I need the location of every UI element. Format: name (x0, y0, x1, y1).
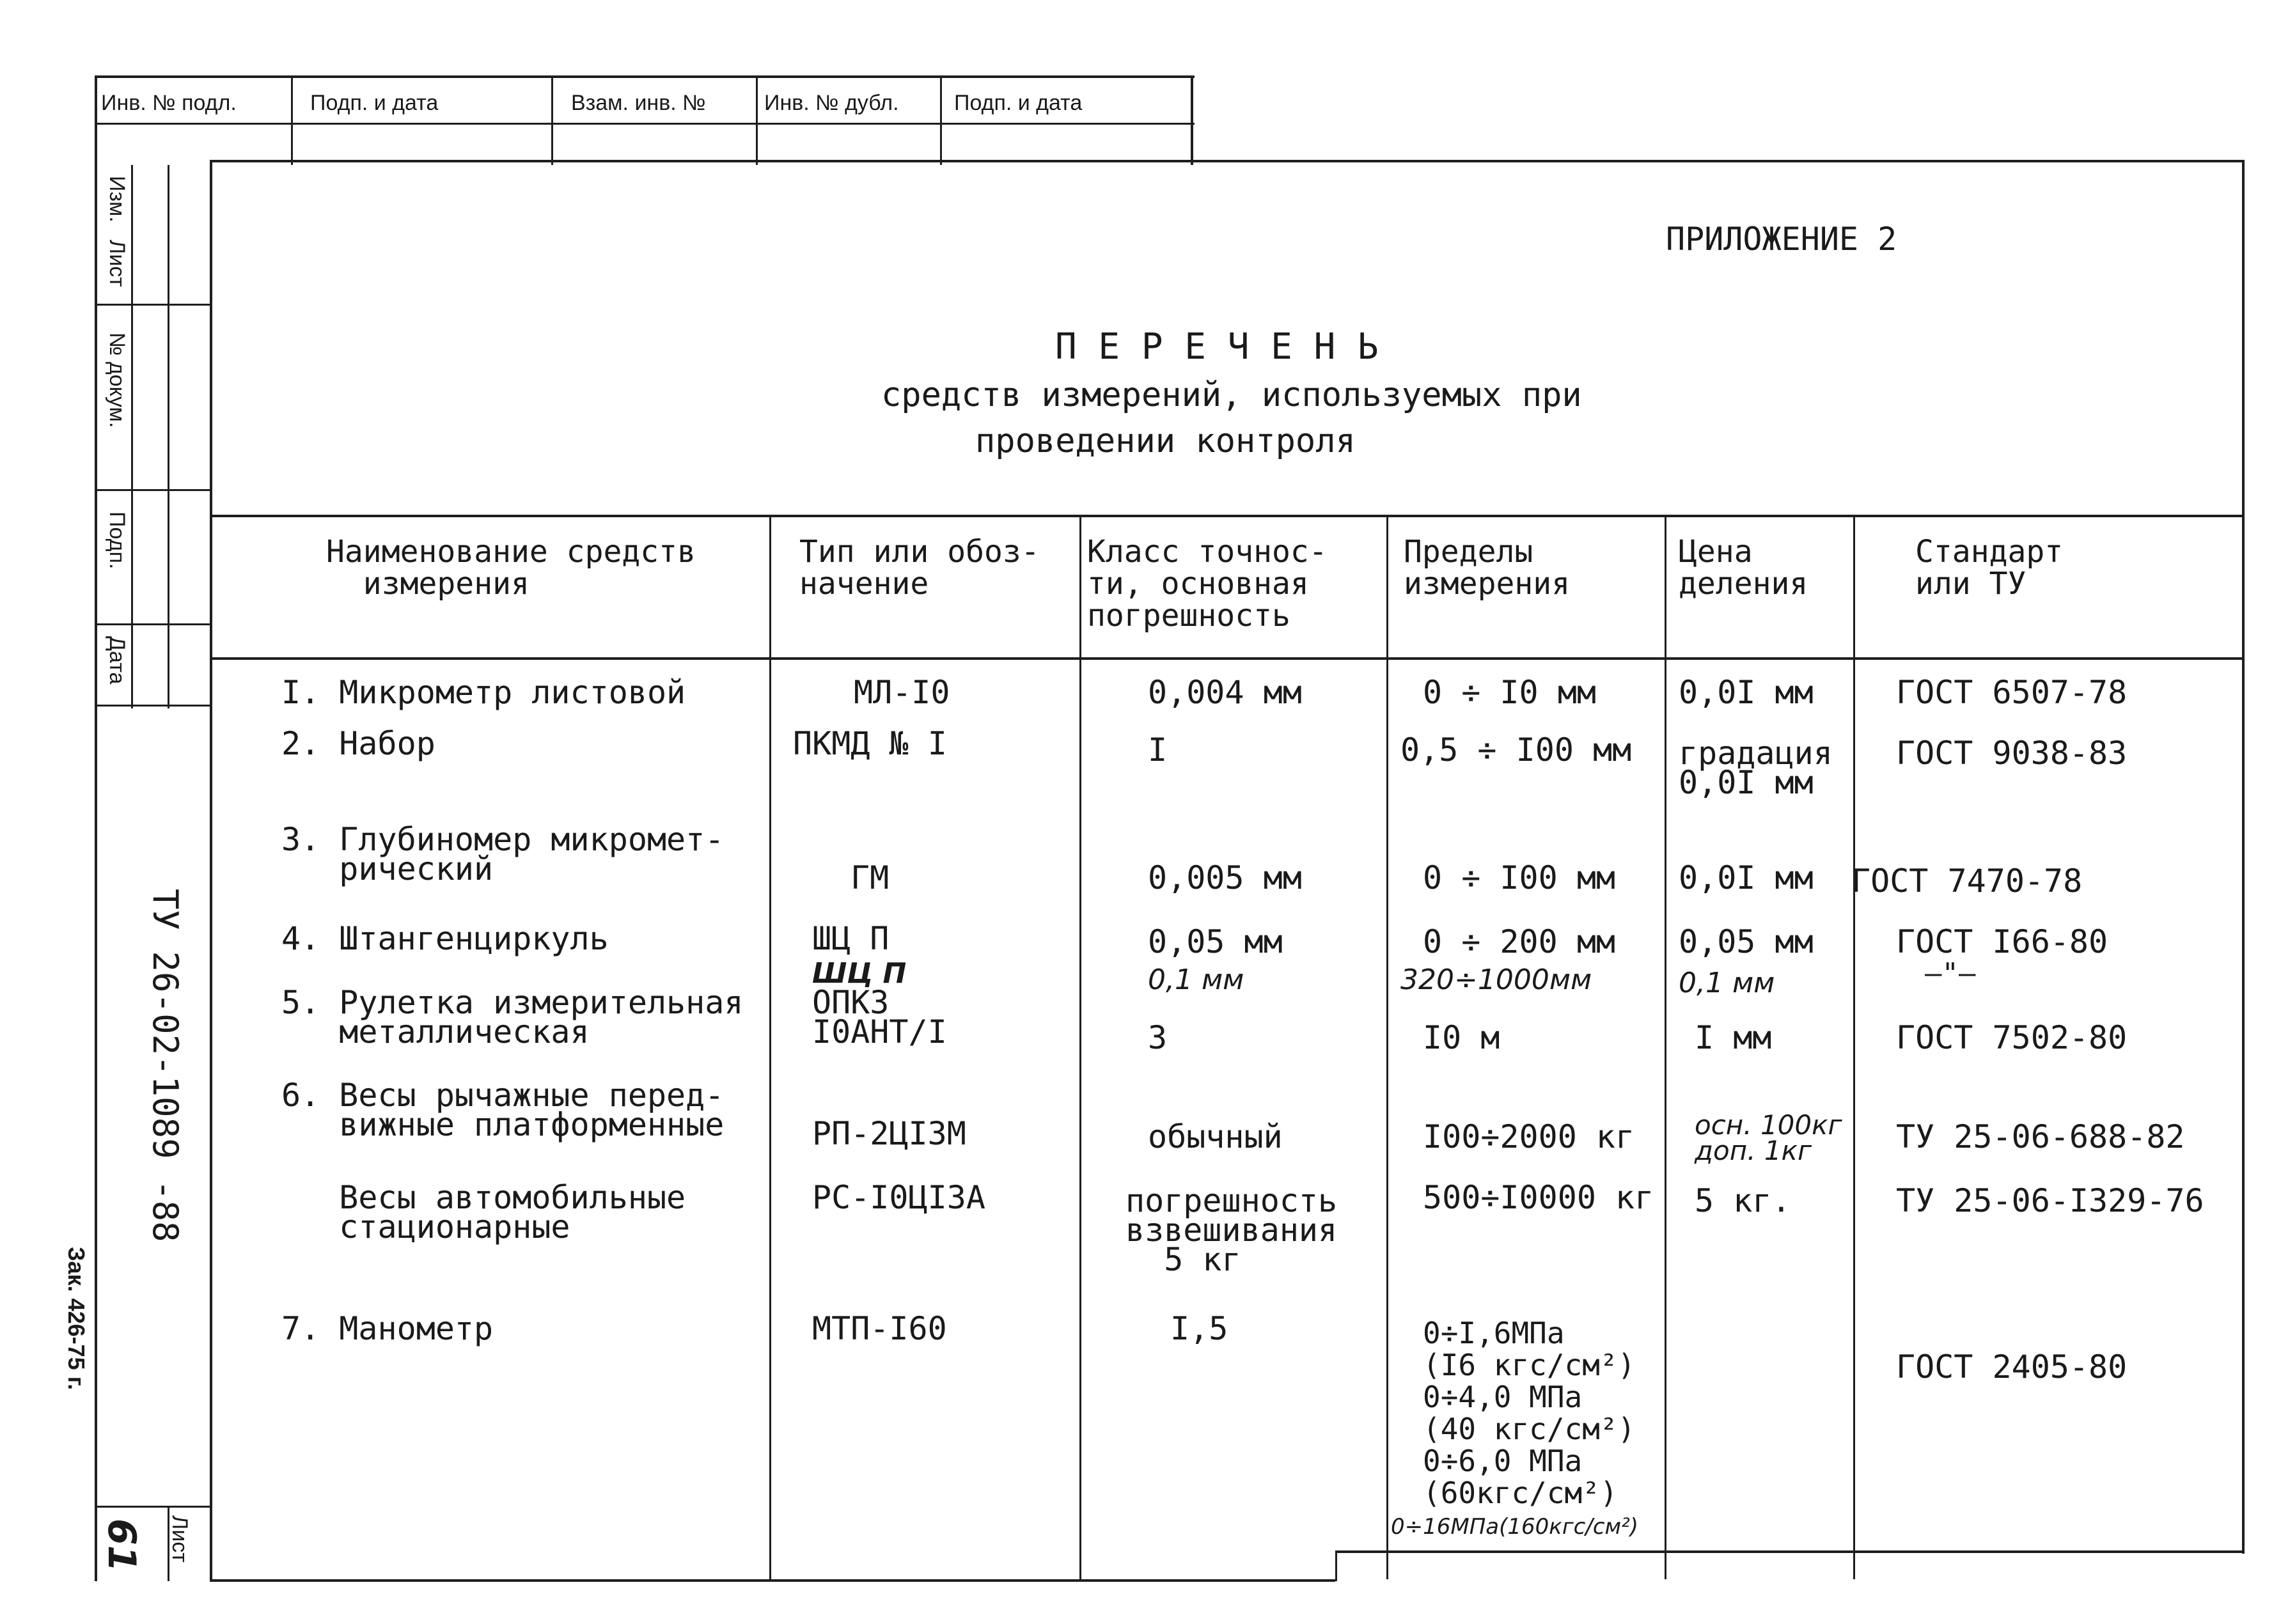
appendix-label: ПРИЛОЖЕНИЕ 2 (1666, 221, 1897, 258)
sheet-label: Лист (168, 1515, 192, 1563)
cell-name: Весы автомобильные стационарные (339, 1179, 686, 1245)
cell-standard: ГОСТ I66-80 (1896, 923, 2108, 960)
stamp-side-list: Лист (105, 240, 129, 287)
cell-standard: ТУ 25-06-I329-76 (1896, 1182, 2204, 1219)
cell-limits: I0 м (1423, 1019, 1500, 1056)
cell-standard: ГОСТ 7470-78 (1851, 863, 2083, 900)
order-number: Зак. 426-75 г. (63, 1247, 90, 1391)
cell-class: I,5 (1170, 1310, 1228, 1347)
sheet-number: 61 (99, 1519, 144, 1572)
cell-name: 4. Штангенциркуль (281, 920, 609, 957)
document-subtitle-line2: проведении контроля (975, 422, 1356, 460)
header-name: Наименование средств измерения (326, 534, 696, 602)
cell-price-handwritten: 0,1 мм (1679, 967, 1775, 999)
cell-price: 0,0I мм (1679, 674, 1814, 711)
cell-price: 0,05 мм (1679, 923, 1814, 960)
cell-name: 5. Рулетка измерительная металлическая (281, 984, 744, 1050)
cell-standard: ГОСТ 9038-83 (1896, 735, 2128, 772)
cell-class: погрешность взвешивания 5 кг (1125, 1182, 1338, 1278)
cell-standard-ditto: —"— (1925, 957, 1976, 990)
cell-standard: ГОСТ 2405-80 (1896, 1348, 2128, 1386)
cell-class: 0,05 мм (1148, 923, 1283, 960)
cell-standard: ГОСТ 6507-78 (1896, 674, 2128, 711)
cell-price: 0,0I мм (1679, 859, 1814, 896)
cell-price: 5 кг. (1695, 1182, 1791, 1219)
stamp-header-inv-podl: Инв. № подл. (101, 91, 237, 115)
stamp-header-inv-dubl: Инв. № дубл. (764, 91, 899, 115)
cell-price: осн. 100кг доп. 1кг (1695, 1109, 1842, 1166)
cell-limits-handwritten: 320÷1000мм (1400, 964, 1592, 996)
cell-limits: 0 ÷ 200 мм (1423, 923, 1616, 960)
cell-name: 3. Глубиномер микромет- рический (281, 821, 725, 887)
header-price: Цена деления (1679, 534, 1808, 602)
document-code: ТУ 26-02-1089 -88 (145, 889, 185, 1242)
cell-name: 6. Весы рычажные перед- вижные платформенные (281, 1077, 725, 1143)
cell-limits: 500÷I0000 кг (1423, 1179, 1654, 1216)
header-class: Класс точнос- ти, основная погрешность (1087, 534, 1328, 634)
cell-standard: ТУ 25-06-688-82 (1896, 1118, 2185, 1155)
cell-type: ОПКЗ I0АНТ/I (812, 984, 947, 1050)
cell-class-handwritten: 0,1 мм (1148, 964, 1244, 996)
cell-price: градация 0,0I мм (1679, 735, 1833, 801)
cell-type: ГМ (850, 859, 890, 896)
cell-type: РС-I0ЦI3А (812, 1179, 985, 1216)
header-limits: Пределы измерения (1404, 534, 1571, 602)
stamp-side-dokum: № докум. (105, 332, 129, 428)
cell-price: I мм (1695, 1019, 1772, 1056)
stamp-side-data: Дата (105, 636, 129, 685)
cell-class: 0,004 мм (1148, 674, 1302, 711)
cell-type: МТП-I60 (812, 1310, 947, 1347)
cell-type-handwritten: ШЦ П (812, 957, 907, 990)
cell-limits: I00÷2000 кг (1423, 1118, 1635, 1155)
stamp-header-podp-data: Подп. и дата (310, 91, 439, 115)
document-title: П Е Р Е Ч Е Н Ь (1055, 326, 1379, 368)
cell-limits: 0,5 ÷ I00 мм (1400, 731, 1632, 769)
cell-type: МЛ-I0 (854, 674, 950, 711)
cell-type: ШЦ П (812, 920, 890, 957)
cell-standard: ГОСТ 7502-80 (1896, 1019, 2128, 1056)
cell-class: 3 (1148, 1019, 1168, 1056)
cell-type: ПКМД № I (793, 725, 947, 762)
stamp-side-izm: Изм. (105, 176, 129, 223)
cell-class: 0,005 мм (1148, 859, 1302, 896)
cell-limits: 0 ÷ I00 мм (1423, 859, 1616, 896)
cell-type: РП-2ЦI3М (812, 1115, 966, 1152)
stamp-header-vzam-inv: Взам. инв. № (571, 91, 706, 115)
header-standard: Стандарт или ТУ (1915, 534, 2064, 602)
cell-limits: 0÷I,6МПа (I6 кгс/см²) 0÷4,0 МПа (40 кгс/см²) 0÷6,0 МПа (60кгс/см²) (1423, 1316, 1636, 1510)
header-type: Тип или обоз- начение (799, 534, 1040, 602)
stamp-header-podp-data-2: Подп. и дата (954, 91, 1083, 115)
cell-class: I (1148, 731, 1168, 769)
cell-class: обычный (1148, 1118, 1283, 1155)
cell-limits: 0 ÷ I0 мм (1423, 674, 1596, 711)
stamp-side-podp: Подп. (105, 511, 129, 570)
cell-name: 7. Манометр (281, 1310, 494, 1347)
cell-name: 2. Набор (281, 725, 435, 762)
cell-name: I. Микрометр листовой (281, 674, 686, 711)
document-subtitle-line1: средств измерений, используемых при (881, 376, 1582, 414)
cell-limits-handwritten: 0÷16МПа(160кгс/см²) (1391, 1514, 1639, 1540)
